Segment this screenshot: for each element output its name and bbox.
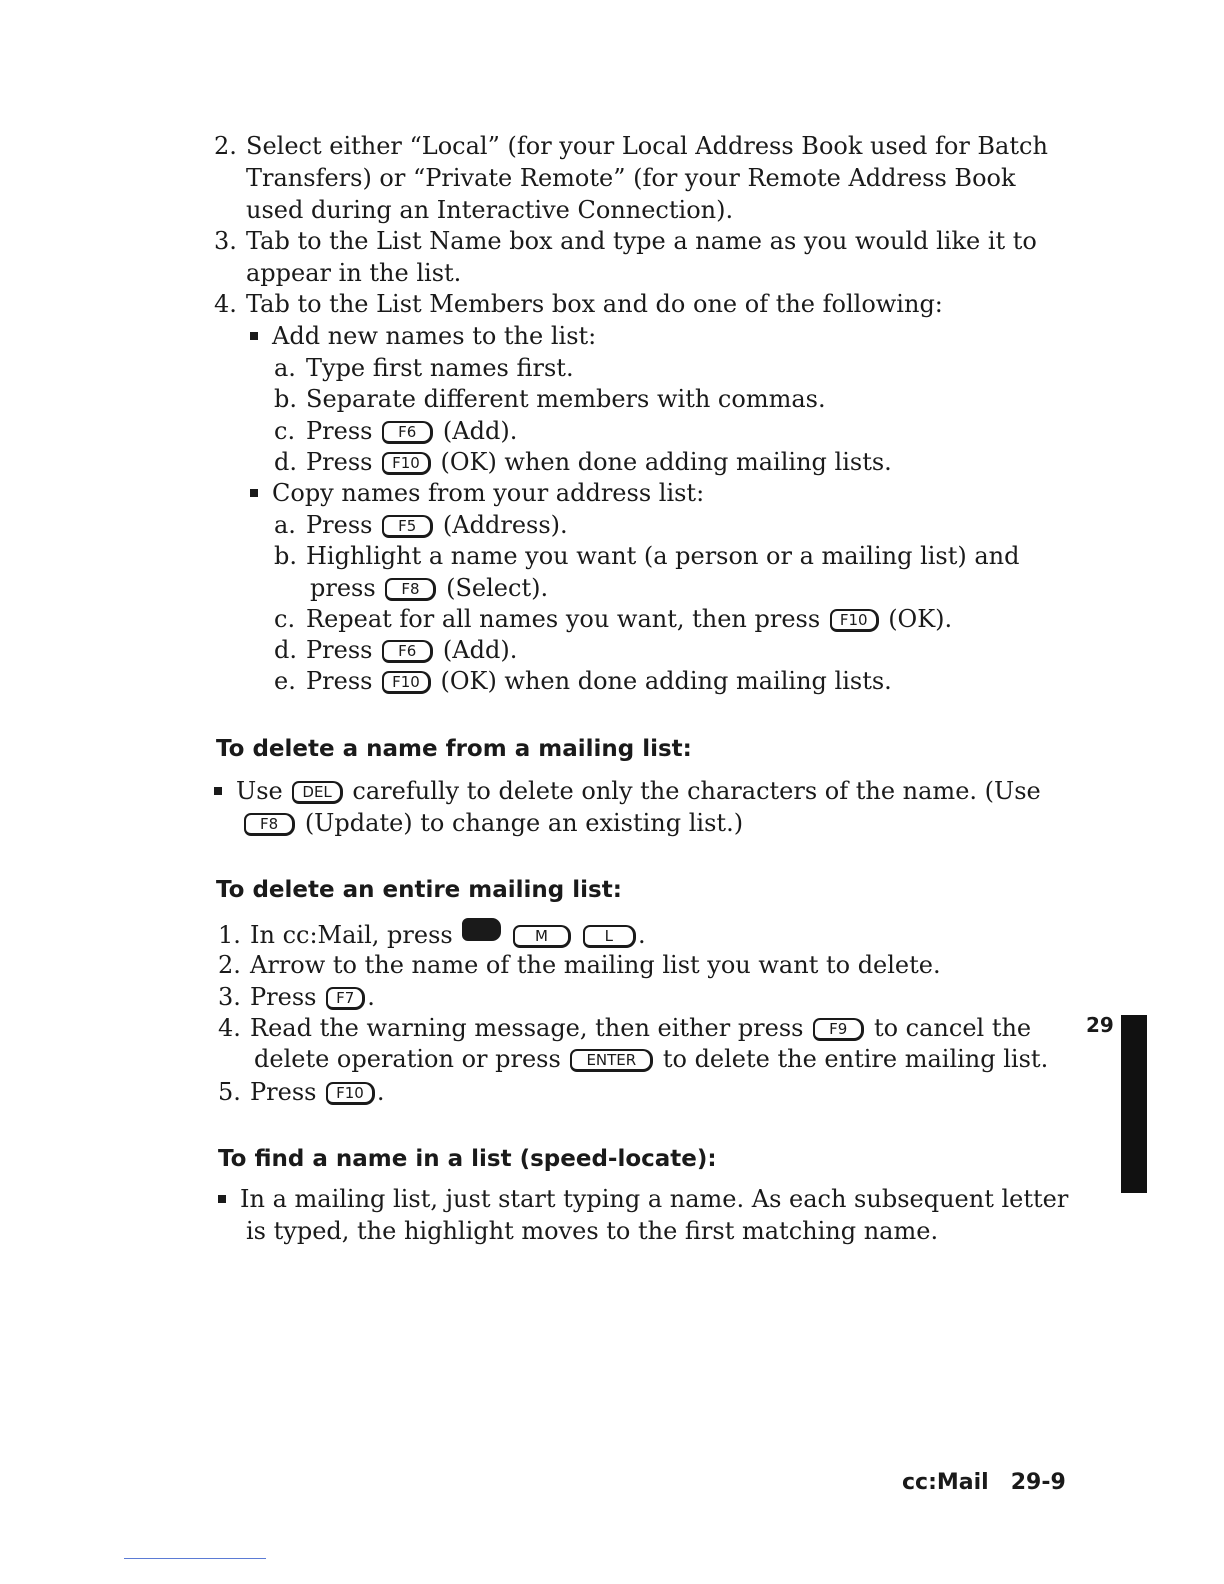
step-text: Tab to the List Name box and type a name as you would like it to [246,227,1037,255]
substep-letter: d. [274,448,297,476]
bullet-icon [214,787,222,795]
step-text: delete operation or press [254,1045,561,1073]
page-number: 29-9 [1010,1470,1066,1495]
substep-text: (Add). [442,417,518,445]
copy-step-e [274,665,892,697]
add-step-b [274,383,826,415]
bullet-copy-names [250,477,704,509]
substep-letter: b. [274,385,297,413]
substep-letter: c. [274,417,296,445]
substep-text: (OK) when done adding mailing lists. [440,448,892,476]
copy-step-d [274,634,517,666]
copy-step-c [274,603,952,635]
step-text: Press [250,983,317,1011]
key-f10: F10 [382,671,431,694]
substep-text: (Select). [446,574,549,602]
key-f8: F8 [385,578,436,601]
step-text: to cancel the [873,1014,1032,1042]
key-f10: F10 [830,609,879,632]
key-enter: ENTER [570,1049,653,1072]
substep-letter: e. [274,667,296,695]
delete-name-line-2 [242,807,743,839]
substep-text: Highlight a name you want (a person or a mailing list) and [306,542,1020,570]
key-l: L [583,925,636,948]
key-f6: F6 [382,421,433,444]
key-f6: F6 [382,640,433,663]
substep-letter: c. [274,605,296,633]
substep-letter: a. [274,511,296,539]
key-m: M [513,925,571,948]
key-f10: F10 [326,1082,375,1105]
step-text: to delete the entire mailing list. [662,1045,1049,1073]
copy-step-b-line-2 [310,572,548,604]
step-3-line-1 [214,225,1037,257]
substep-text: Press [306,636,373,664]
body-text: carefully to delete only the characters of the name. (Use [352,777,1041,805]
body-text: Use [236,777,283,805]
step-number: 5. [218,1078,241,1106]
step-number: 3. [218,983,241,1011]
substep-text: Repeat for all names you want, then press [306,605,821,633]
key-f8: F8 [244,813,295,836]
key-f7: F7 [326,987,365,1010]
step-text: . [376,1078,385,1106]
extend-char-key-icon [462,918,501,941]
step-number: 2. [214,132,237,160]
add-step-c [274,415,517,447]
substep-text: Press [306,667,373,695]
substep-text: Type first names first. [306,354,574,382]
substep-text: Press [306,448,373,476]
step-text: Select either “Local” (for your Local Address Book used for Batch [246,132,1048,160]
body-text: In a mailing list, just start typing a name. As each subsequent letter [240,1185,1069,1213]
substep-text: (Add). [442,636,518,664]
step-text: . [637,921,646,949]
step-2-line-3: used during an Interactive Connection). [246,196,734,224]
key-f10: F10 [382,452,431,475]
bullet-icon [250,489,258,497]
delete-name-line-1 [214,775,1041,807]
substep-letter: b. [274,542,297,570]
bullet-text: Add new names to the list: [272,322,597,350]
bullet-icon [250,332,258,340]
substep-text: Separate different members with commas. [306,385,826,413]
substep-text: (OK) when done adding mailing lists. [440,667,892,695]
step-2-line-1 [214,130,1048,162]
find-name-line-2: is typed, the highlight moves to the first matching name. [246,1217,939,1245]
substep-letter: d. [274,636,297,664]
find-name-line-1 [218,1183,1068,1215]
step-4-line-1 [214,288,943,320]
delete-list-step-3 [218,981,375,1013]
step-text: . [367,983,375,1011]
bullet-add-new [250,320,596,352]
step-number: 4. [214,290,237,318]
footer-chapter: cc:Mail [902,1470,989,1495]
substep-text: (OK). [888,605,953,633]
substep-text: Press [306,417,373,445]
heading-delete-name: To delete a name from a mailing list: [216,736,692,762]
substep-text: press [310,574,376,602]
add-step-d [274,446,892,478]
delete-list-step-2 [218,949,941,981]
step-number: 3. [214,227,237,255]
bullet-text: Copy names from your address list: [272,479,705,507]
step-3-line-2: appear in the list. [246,259,462,287]
page-footer [902,1470,1066,1495]
add-step-a [274,352,574,384]
step-text: Press [250,1078,317,1106]
step-number: 2. [218,951,241,979]
bullet-icon [218,1195,226,1203]
step-2-line-2: Transfers) or “Private Remote” (for your Remote Address Book [246,164,1016,192]
step-text: In cc:Mail, press [250,921,453,949]
chapter-thumb-tab [1121,1015,1147,1193]
heading-find-name: To find a name in a list (speed-locate): [218,1146,717,1172]
key-del: DEL [292,781,342,804]
key-f5: F5 [382,515,433,538]
substep-text: Press [306,511,373,539]
substep-letter: a. [274,354,296,382]
step-number: 4. [218,1014,241,1042]
delete-list-step-5 [218,1076,384,1108]
delete-list-step-4-line-1 [218,1012,1031,1044]
step-text: Arrow to the name of the mailing list you want to delete. [250,951,941,979]
heading-delete-list: To delete an entire mailing list: [216,877,622,903]
step-number: 1. [218,921,241,949]
substep-text: (Address). [442,511,568,539]
chapter-thumb-number: 29 [1086,1013,1114,1037]
step-text: Read the warning message, then either press [250,1014,804,1042]
body-text: (Update) to change an existing list.) [304,809,744,837]
delete-list-step-4-line-2 [254,1043,1048,1075]
bottom-rule [124,1558,266,1559]
key-f9: F9 [813,1018,864,1041]
copy-step-b-line-1 [274,540,1020,572]
step-text: Tab to the List Members box and do one of the following: [246,290,943,318]
copy-step-a [274,509,568,541]
delete-list-step-1 [218,918,646,951]
